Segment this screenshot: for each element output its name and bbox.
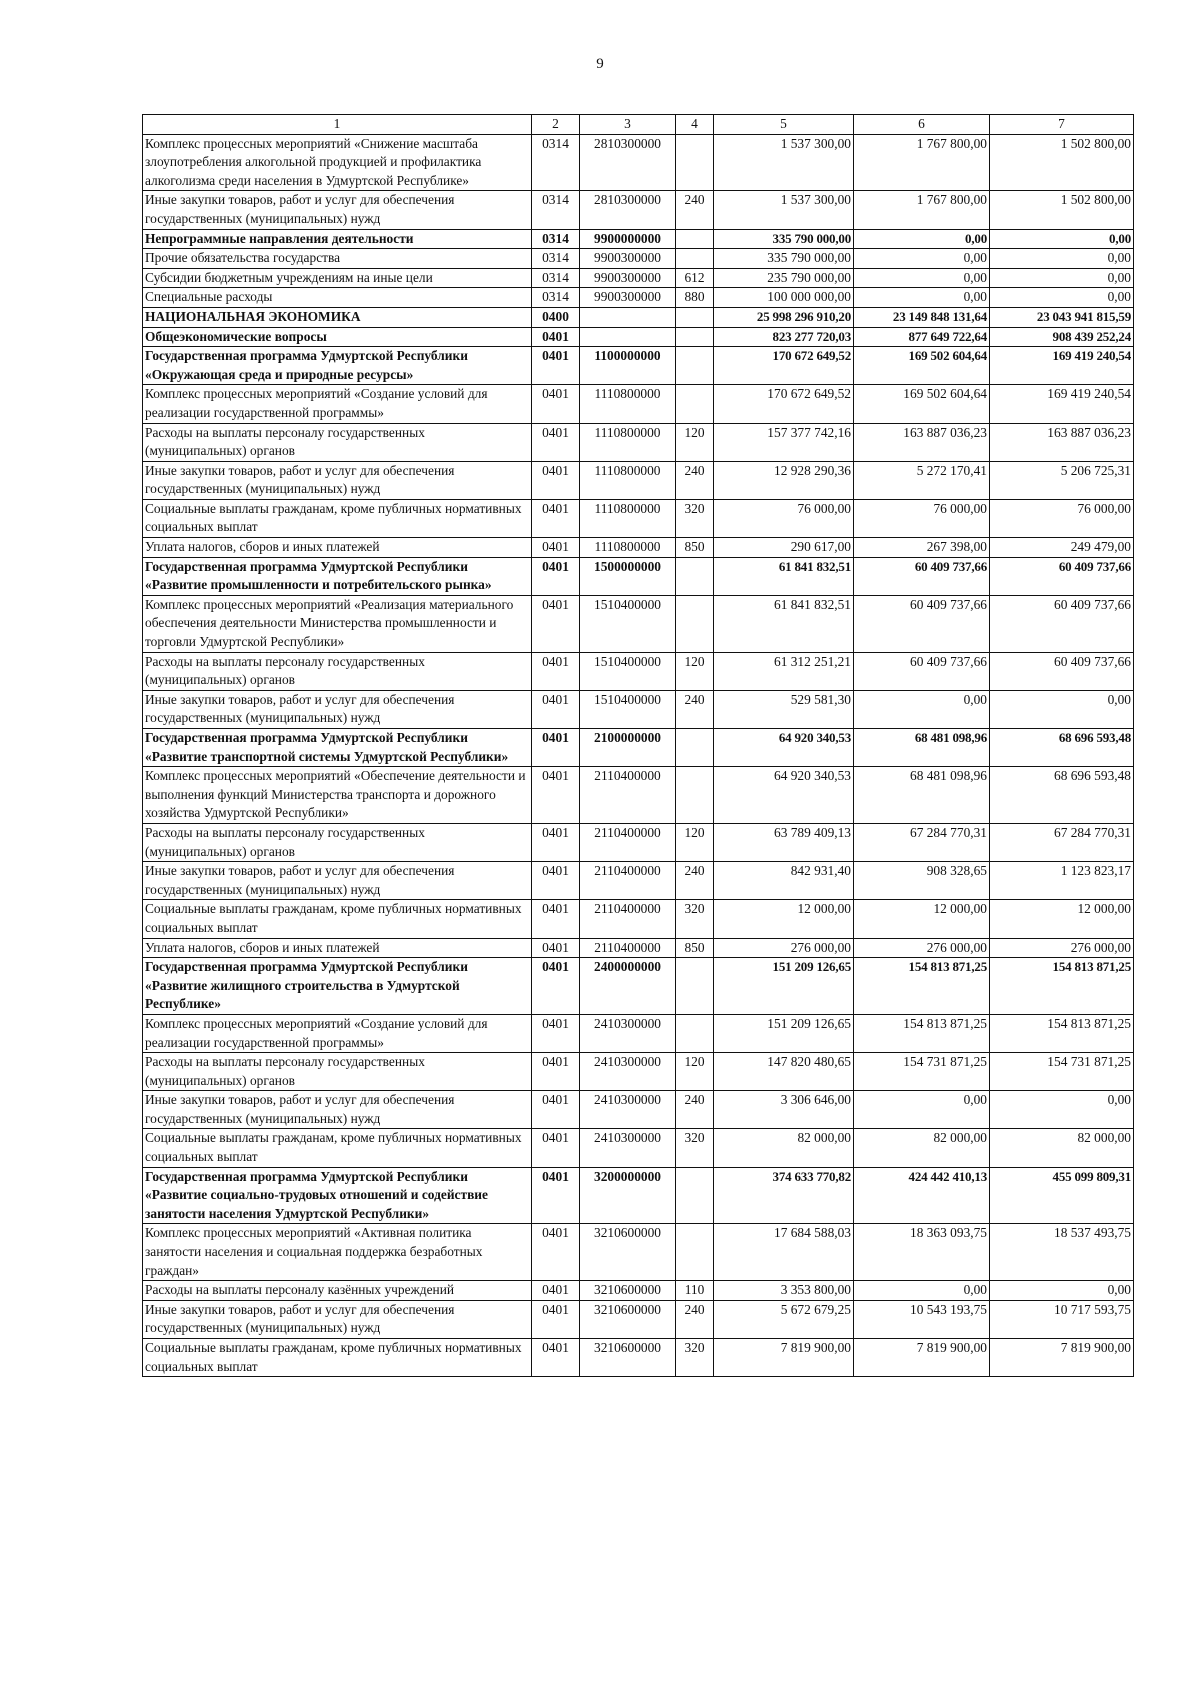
- table-row: [143, 134, 1134, 191]
- amount-year3-cell: 0,00: [990, 229, 1134, 249]
- amount-year3-cell: 276 000,00: [990, 938, 1134, 958]
- amount-year2-cell: 76 000,00: [854, 499, 990, 537]
- table-row: [143, 307, 1134, 327]
- section-code-cell: 0314: [532, 288, 580, 308]
- amount-year1-cell: 170 672 649,52: [714, 347, 854, 385]
- amount-year1-cell: 335 790 000,00: [714, 229, 854, 249]
- expense-name-cell: Иные закупки товаров, работ и услуг для обеспечения государственных (муниципальных) нужд: [143, 461, 532, 499]
- table-row: [143, 595, 1134, 652]
- table-row: [143, 1224, 1134, 1281]
- amount-year1-cell: 17 684 588,03: [714, 1224, 854, 1281]
- amount-year3-cell: 76 000,00: [990, 499, 1134, 537]
- amount-year2-cell: 424 442 410,13: [854, 1167, 990, 1224]
- amount-year1-cell: 1 537 300,00: [714, 134, 854, 191]
- section-code-cell: 0401: [532, 652, 580, 690]
- table-row: [143, 1281, 1134, 1301]
- column-header: 7: [990, 115, 1134, 135]
- amount-year1-cell: 61 841 832,51: [714, 595, 854, 652]
- target-article-cell: 2110400000: [580, 767, 676, 824]
- expense-type-cell: [676, 595, 714, 652]
- target-article-cell: 3200000000: [580, 1167, 676, 1224]
- amount-year1-cell: 12 928 290,36: [714, 461, 854, 499]
- target-article-cell: 1510400000: [580, 652, 676, 690]
- amount-year2-cell: 60 409 737,66: [854, 557, 990, 595]
- expense-type-cell: [676, 1224, 714, 1281]
- expense-type-cell: 240: [676, 461, 714, 499]
- amount-year2-cell: 12 000,00: [854, 900, 990, 938]
- expense-type-cell: 320: [676, 1339, 714, 1377]
- expense-type-cell: [676, 729, 714, 767]
- target-article-cell: 3210600000: [580, 1300, 676, 1338]
- amount-year1-cell: 235 790 000,00: [714, 268, 854, 288]
- amount-year3-cell: 0,00: [990, 288, 1134, 308]
- section-code-cell: 0401: [532, 385, 580, 423]
- target-article-cell: 2810300000: [580, 134, 676, 191]
- amount-year3-cell: 154 813 871,25: [990, 958, 1134, 1015]
- expense-type-cell: 110: [676, 1281, 714, 1301]
- section-code-cell: 0401: [532, 595, 580, 652]
- table-row: [143, 499, 1134, 537]
- amount-year2-cell: 1 767 800,00: [854, 191, 990, 229]
- section-code-cell: 0401: [532, 900, 580, 938]
- target-article-cell: 1500000000: [580, 557, 676, 595]
- table-row: [143, 1339, 1134, 1377]
- expense-name-cell: Расходы на выплаты персоналу государственных (муниципальных) органов: [143, 423, 532, 461]
- expense-name-cell: Комплекс процессных мероприятий «Снижение масштаба злоупотребления алкогольной продукцией и профилактика алкоголизма среди населения в Удмуртской Республике»: [143, 134, 532, 191]
- amount-year2-cell: 154 813 871,25: [854, 1014, 990, 1052]
- target-article-cell: 9900300000: [580, 288, 676, 308]
- expense-type-cell: 850: [676, 538, 714, 558]
- expense-type-cell: 240: [676, 191, 714, 229]
- table-row: [143, 557, 1134, 595]
- amount-year2-cell: 877 649 722,64: [854, 327, 990, 347]
- amount-year1-cell: 3 306 646,00: [714, 1091, 854, 1129]
- column-header: 1: [143, 115, 532, 135]
- expense-type-cell: [676, 557, 714, 595]
- target-article-cell: 2110400000: [580, 938, 676, 958]
- target-article-cell: 9900000000: [580, 229, 676, 249]
- section-code-cell: 0401: [532, 1091, 580, 1129]
- expense-type-cell: [676, 327, 714, 347]
- section-code-cell: 0401: [532, 1167, 580, 1224]
- expense-name-cell: Иные закупки товаров, работ и услуг для обеспечения государственных (муниципальных) нужд: [143, 862, 532, 900]
- amount-year3-cell: 68 696 593,48: [990, 767, 1134, 824]
- table-row: [143, 767, 1134, 824]
- section-code-cell: 0401: [532, 423, 580, 461]
- amount-year2-cell: 276 000,00: [854, 938, 990, 958]
- amount-year2-cell: 68 481 098,96: [854, 767, 990, 824]
- target-article-cell: 2110400000: [580, 900, 676, 938]
- amount-year1-cell: 170 672 649,52: [714, 385, 854, 423]
- amount-year3-cell: 908 439 252,24: [990, 327, 1134, 347]
- amount-year2-cell: 154 731 871,25: [854, 1053, 990, 1091]
- amount-year1-cell: 64 920 340,53: [714, 729, 854, 767]
- expense-name-cell: Иные закупки товаров, работ и услуг для обеспечения государственных (муниципальных) нужд: [143, 1091, 532, 1129]
- target-article-cell: 2410300000: [580, 1129, 676, 1167]
- table-row: [143, 1014, 1134, 1052]
- section-code-cell: 0314: [532, 134, 580, 191]
- amount-year1-cell: 5 672 679,25: [714, 1300, 854, 1338]
- amount-year1-cell: 151 209 126,65: [714, 958, 854, 1015]
- target-article-cell: 3210600000: [580, 1224, 676, 1281]
- amount-year3-cell: 0,00: [990, 249, 1134, 269]
- expense-name-cell: Непрограммные направления деятельности: [143, 229, 532, 249]
- amount-year1-cell: 1 537 300,00: [714, 191, 854, 229]
- table-row: [143, 823, 1134, 861]
- amount-year1-cell: 276 000,00: [714, 938, 854, 958]
- expense-name-cell: Уплата налогов, сборов и иных платежей: [143, 538, 532, 558]
- expense-type-cell: 120: [676, 423, 714, 461]
- amount-year2-cell: 0,00: [854, 288, 990, 308]
- amount-year3-cell: 0,00: [990, 690, 1134, 728]
- table-row: [143, 729, 1134, 767]
- target-article-cell: 2110400000: [580, 862, 676, 900]
- expense-type-cell: [676, 958, 714, 1015]
- table-row: [143, 461, 1134, 499]
- expense-name-cell: Государственная программа Удмуртской Республики «Развитие транспортной системы Удмуртской Республики»: [143, 729, 532, 767]
- amount-year2-cell: 7 819 900,00: [854, 1339, 990, 1377]
- amount-year1-cell: 61 841 832,51: [714, 557, 854, 595]
- amount-year2-cell: 154 813 871,25: [854, 958, 990, 1015]
- amount-year2-cell: 1 767 800,00: [854, 134, 990, 191]
- amount-year3-cell: 10 717 593,75: [990, 1300, 1134, 1338]
- table-row: [143, 191, 1134, 229]
- amount-year1-cell: 82 000,00: [714, 1129, 854, 1167]
- expense-name-cell: Общеэкономические вопросы: [143, 327, 532, 347]
- expense-type-cell: [676, 229, 714, 249]
- target-article-cell: 3210600000: [580, 1281, 676, 1301]
- amount-year3-cell: 82 000,00: [990, 1129, 1134, 1167]
- amount-year2-cell: 23 149 848 131,64: [854, 307, 990, 327]
- expense-type-cell: [676, 385, 714, 423]
- amount-year2-cell: 169 502 604,64: [854, 347, 990, 385]
- amount-year1-cell: 842 931,40: [714, 862, 854, 900]
- table-row: [143, 229, 1134, 249]
- target-article-cell: 9900300000: [580, 249, 676, 269]
- expense-type-cell: [676, 307, 714, 327]
- amount-year3-cell: 60 409 737,66: [990, 557, 1134, 595]
- section-code-cell: 0401: [532, 557, 580, 595]
- amount-year2-cell: 67 284 770,31: [854, 823, 990, 861]
- section-code-cell: 0401: [532, 767, 580, 824]
- amount-year1-cell: 3 353 800,00: [714, 1281, 854, 1301]
- amount-year3-cell: 455 099 809,31: [990, 1167, 1134, 1224]
- table-row: [143, 958, 1134, 1015]
- section-code-cell: 0314: [532, 229, 580, 249]
- expense-name-cell: Социальные выплаты гражданам, кроме публичных нормативных социальных выплат: [143, 900, 532, 938]
- amount-year1-cell: 76 000,00: [714, 499, 854, 537]
- amount-year3-cell: 169 419 240,54: [990, 385, 1134, 423]
- expense-type-cell: 120: [676, 1053, 714, 1091]
- column-header: 2: [532, 115, 580, 135]
- section-code-cell: 0401: [532, 1224, 580, 1281]
- expense-name-cell: Расходы на выплаты персоналу казённых учреждений: [143, 1281, 532, 1301]
- target-article-cell: 1100000000: [580, 347, 676, 385]
- expense-type-cell: [676, 249, 714, 269]
- amount-year3-cell: 60 409 737,66: [990, 652, 1134, 690]
- amount-year1-cell: 12 000,00: [714, 900, 854, 938]
- header-row: [143, 115, 1134, 135]
- table-row: [143, 652, 1134, 690]
- target-article-cell: 1510400000: [580, 690, 676, 728]
- target-article-cell: 1110800000: [580, 423, 676, 461]
- expense-type-cell: 120: [676, 652, 714, 690]
- target-article-cell: 1110800000: [580, 538, 676, 558]
- amount-year1-cell: 374 633 770,82: [714, 1167, 854, 1224]
- section-code-cell: 0401: [532, 958, 580, 1015]
- section-code-cell: 0401: [532, 347, 580, 385]
- amount-year2-cell: 10 543 193,75: [854, 1300, 990, 1338]
- column-header: 3: [580, 115, 676, 135]
- page-number: 9: [596, 56, 604, 72]
- amount-year2-cell: 0,00: [854, 268, 990, 288]
- target-article-cell: 2410300000: [580, 1091, 676, 1129]
- amount-year1-cell: 7 819 900,00: [714, 1339, 854, 1377]
- expense-type-cell: [676, 134, 714, 191]
- expense-name-cell: Прочие обязательства государства: [143, 249, 532, 269]
- target-article-cell: 2110400000: [580, 823, 676, 861]
- amount-year2-cell: 0,00: [854, 249, 990, 269]
- section-code-cell: 0401: [532, 499, 580, 537]
- expense-name-cell: Комплекс процессных мероприятий «Обеспечение деятельности и выполнения функций Министерства транспорта и дорожного хозяйства Удмуртской Республики»: [143, 767, 532, 824]
- column-header: 5: [714, 115, 854, 135]
- expense-type-cell: 240: [676, 1300, 714, 1338]
- expense-name-cell: Специальные расходы: [143, 288, 532, 308]
- amount-year3-cell: 0,00: [990, 1091, 1134, 1129]
- amount-year3-cell: 60 409 737,66: [990, 595, 1134, 652]
- amount-year1-cell: 529 581,30: [714, 690, 854, 728]
- table-row: [143, 690, 1134, 728]
- amount-year2-cell: 82 000,00: [854, 1129, 990, 1167]
- expense-name-cell: Социальные выплаты гражданам, кроме публичных нормативных социальных выплат: [143, 499, 532, 537]
- table-row: [143, 288, 1134, 308]
- amount-year1-cell: 64 920 340,53: [714, 767, 854, 824]
- table-row: [143, 862, 1134, 900]
- amount-year1-cell: 25 998 296 910,20: [714, 307, 854, 327]
- table-row: [143, 938, 1134, 958]
- expense-type-cell: 320: [676, 900, 714, 938]
- expense-name-cell: Иные закупки товаров, работ и услуг для обеспечения государственных (муниципальных) нужд: [143, 191, 532, 229]
- amount-year2-cell: 163 887 036,23: [854, 423, 990, 461]
- amount-year1-cell: 151 209 126,65: [714, 1014, 854, 1052]
- table-row: [143, 1167, 1134, 1224]
- table-row: [143, 347, 1134, 385]
- table-row: [143, 423, 1134, 461]
- target-article-cell: 2400000000: [580, 958, 676, 1015]
- expense-name-cell: Комплекс процессных мероприятий «Реализация материального обеспечения деятельности Министерства промышленности и торговли Удмуртской Республики»: [143, 595, 532, 652]
- expense-name-cell: Субсидии бюджетным учреждениям на иные цели: [143, 268, 532, 288]
- expense-name-cell: НАЦИОНАЛЬНАЯ ЭКОНОМИКА: [143, 307, 532, 327]
- amount-year1-cell: 157 377 742,16: [714, 423, 854, 461]
- target-article-cell: 1510400000: [580, 595, 676, 652]
- expense-type-cell: 320: [676, 499, 714, 537]
- expense-name-cell: Комплекс процессных мероприятий «Создание условий для реализации государственной программы»: [143, 385, 532, 423]
- table-row: [143, 327, 1134, 347]
- target-article-cell: [580, 327, 676, 347]
- amount-year1-cell: 100 000 000,00: [714, 288, 854, 308]
- target-article-cell: 2100000000: [580, 729, 676, 767]
- section-code-cell: 0314: [532, 249, 580, 269]
- target-article-cell: 2410300000: [580, 1014, 676, 1052]
- section-code-cell: 0401: [532, 862, 580, 900]
- section-code-cell: 0401: [532, 1053, 580, 1091]
- amount-year3-cell: 1 123 823,17: [990, 862, 1134, 900]
- amount-year3-cell: 12 000,00: [990, 900, 1134, 938]
- expense-type-cell: [676, 1014, 714, 1052]
- table-row: [143, 1300, 1134, 1338]
- amount-year1-cell: 147 820 480,65: [714, 1053, 854, 1091]
- expense-name-cell: Государственная программа Удмуртской Республики «Развитие социально-трудовых отношений и содействие занятости населения Удмуртской Республики»: [143, 1167, 532, 1224]
- target-article-cell: 1110800000: [580, 499, 676, 537]
- section-code-cell: 0314: [532, 268, 580, 288]
- amount-year3-cell: 5 206 725,31: [990, 461, 1134, 499]
- amount-year3-cell: 0,00: [990, 1281, 1134, 1301]
- target-article-cell: 3210600000: [580, 1339, 676, 1377]
- expense-type-cell: [676, 767, 714, 824]
- amount-year2-cell: 0,00: [854, 1091, 990, 1129]
- expense-name-cell: Уплата налогов, сборов и иных платежей: [143, 938, 532, 958]
- section-code-cell: 0401: [532, 538, 580, 558]
- amount-year3-cell: 7 819 900,00: [990, 1339, 1134, 1377]
- expense-type-cell: [676, 347, 714, 385]
- table-row: [143, 268, 1134, 288]
- amount-year2-cell: 5 272 170,41: [854, 461, 990, 499]
- section-code-cell: 0401: [532, 1300, 580, 1338]
- expense-name-cell: Государственная программа Удмуртской Республики «Развитие промышленности и потребительского рынка»: [143, 557, 532, 595]
- amount-year3-cell: 163 887 036,23: [990, 423, 1134, 461]
- amount-year3-cell: 23 043 941 815,59: [990, 307, 1134, 327]
- budget-table: [142, 114, 1134, 1377]
- amount-year3-cell: 154 813 871,25: [990, 1014, 1134, 1052]
- column-header: 4: [676, 115, 714, 135]
- expense-name-cell: Государственная программа Удмуртской Республики «Окружающая среда и природные ресурсы»: [143, 347, 532, 385]
- table-row: [143, 900, 1134, 938]
- amount-year1-cell: 61 312 251,21: [714, 652, 854, 690]
- amount-year1-cell: 290 617,00: [714, 538, 854, 558]
- amount-year2-cell: 267 398,00: [854, 538, 990, 558]
- expense-type-cell: 240: [676, 862, 714, 900]
- amount-year3-cell: 68 696 593,48: [990, 729, 1134, 767]
- amount-year3-cell: 67 284 770,31: [990, 823, 1134, 861]
- target-article-cell: 1110800000: [580, 461, 676, 499]
- table-row: [143, 1053, 1134, 1091]
- expense-name-cell: Иные закупки товаров, работ и услуг для обеспечения государственных (муниципальных) нужд: [143, 1300, 532, 1338]
- amount-year3-cell: 1 502 800,00: [990, 134, 1134, 191]
- amount-year2-cell: 60 409 737,66: [854, 595, 990, 652]
- target-article-cell: [580, 307, 676, 327]
- expense-type-cell: [676, 1167, 714, 1224]
- section-code-cell: 0401: [532, 1014, 580, 1052]
- target-article-cell: 9900300000: [580, 268, 676, 288]
- expense-type-cell: 612: [676, 268, 714, 288]
- amount-year3-cell: 0,00: [990, 268, 1134, 288]
- amount-year2-cell: 908 328,65: [854, 862, 990, 900]
- section-code-cell: 0401: [532, 327, 580, 347]
- expense-name-cell: Иные закупки товаров, работ и услуг для обеспечения государственных (муниципальных) нужд: [143, 690, 532, 728]
- section-code-cell: 0401: [532, 823, 580, 861]
- section-code-cell: 0401: [532, 690, 580, 728]
- section-code-cell: 0401: [532, 461, 580, 499]
- section-code-cell: 0401: [532, 1339, 580, 1377]
- expense-name-cell: Социальные выплаты гражданам, кроме публичных нормативных социальных выплат: [143, 1129, 532, 1167]
- amount-year2-cell: 68 481 098,96: [854, 729, 990, 767]
- amount-year2-cell: 0,00: [854, 690, 990, 728]
- expense-name-cell: Расходы на выплаты персоналу государственных (муниципальных) органов: [143, 823, 532, 861]
- expense-name-cell: Расходы на выплаты персоналу государственных (муниципальных) органов: [143, 652, 532, 690]
- amount-year3-cell: 249 479,00: [990, 538, 1134, 558]
- amount-year1-cell: 335 790 000,00: [714, 249, 854, 269]
- amount-year3-cell: 154 731 871,25: [990, 1053, 1134, 1091]
- column-header: 6: [854, 115, 990, 135]
- table-row: [143, 385, 1134, 423]
- expense-type-cell: 880: [676, 288, 714, 308]
- amount-year2-cell: 0,00: [854, 1281, 990, 1301]
- expense-name-cell: Расходы на выплаты персоналу государственных (муниципальных) органов: [143, 1053, 532, 1091]
- expense-type-cell: 850: [676, 938, 714, 958]
- section-code-cell: 0400: [532, 307, 580, 327]
- amount-year2-cell: 0,00: [854, 229, 990, 249]
- section-code-cell: 0314: [532, 191, 580, 229]
- section-code-cell: 0401: [532, 729, 580, 767]
- expense-type-cell: 240: [676, 690, 714, 728]
- expense-type-cell: 120: [676, 823, 714, 861]
- table-row: [143, 538, 1134, 558]
- table-row: [143, 1129, 1134, 1167]
- expense-type-cell: 240: [676, 1091, 714, 1129]
- table-row: [143, 1091, 1134, 1129]
- amount-year1-cell: 63 789 409,13: [714, 823, 854, 861]
- section-code-cell: 0401: [532, 1281, 580, 1301]
- amount-year2-cell: 60 409 737,66: [854, 652, 990, 690]
- expense-type-cell: 320: [676, 1129, 714, 1167]
- expense-name-cell: Государственная программа Удмуртской Республики «Развитие жилищного строительства в Удмуртской Республике»: [143, 958, 532, 1015]
- amount-year1-cell: 823 277 720,03: [714, 327, 854, 347]
- table-row: [143, 249, 1134, 269]
- amount-year2-cell: 18 363 093,75: [854, 1224, 990, 1281]
- amount-year3-cell: 169 419 240,54: [990, 347, 1134, 385]
- section-code-cell: 0401: [532, 938, 580, 958]
- expense-name-cell: Социальные выплаты гражданам, кроме публичных нормативных социальных выплат: [143, 1339, 532, 1377]
- target-article-cell: 2410300000: [580, 1053, 676, 1091]
- amount-year2-cell: 169 502 604,64: [854, 385, 990, 423]
- target-article-cell: 1110800000: [580, 385, 676, 423]
- expense-name-cell: Комплекс процессных мероприятий «Активная политика занятости населения и социальная поддержка безработных граждан»: [143, 1224, 532, 1281]
- amount-year3-cell: 1 502 800,00: [990, 191, 1134, 229]
- expense-name-cell: Комплекс процессных мероприятий «Создание условий для реализации государственной программы»: [143, 1014, 532, 1052]
- amount-year3-cell: 18 537 493,75: [990, 1224, 1134, 1281]
- section-code-cell: 0401: [532, 1129, 580, 1167]
- target-article-cell: 2810300000: [580, 191, 676, 229]
